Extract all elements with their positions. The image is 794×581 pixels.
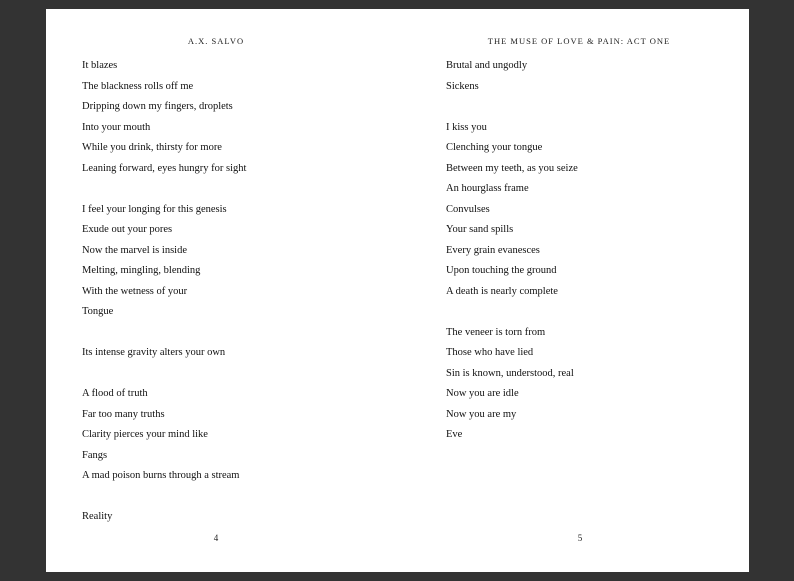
poem-line: A death is nearly complete bbox=[446, 285, 558, 297]
poem-line: Melting, mingling, blending bbox=[82, 265, 201, 276]
poem-line: Every grain evanesces bbox=[446, 244, 540, 256]
poem-line: Dripping down my fingers, droplets bbox=[82, 101, 233, 112]
poem-line: Reality bbox=[82, 511, 113, 522]
poem-line: The veneer is torn from bbox=[446, 326, 546, 338]
page-number-left: 4 bbox=[213, 533, 219, 543]
poem-line: Eve bbox=[446, 429, 463, 440]
poem-line: Tongue bbox=[82, 306, 114, 317]
poem-text-right bbox=[446, 56, 739, 446]
poem-line: Sin is known, understood, real bbox=[446, 367, 574, 379]
poem-line: With the wetness of your bbox=[82, 285, 188, 297]
running-head-title: THE MUSE OF LOVE & PAIN: ACT ONE bbox=[487, 36, 671, 46]
poem-line: Far too many truths bbox=[82, 408, 165, 420]
left-page bbox=[46, 9, 397, 572]
poem-line: I feel your longing for this genesis bbox=[82, 203, 227, 215]
page-number-right: 5 bbox=[577, 533, 583, 543]
poem-text-left bbox=[82, 56, 387, 528]
poem-line: Between my teeth, as you seize bbox=[446, 162, 578, 174]
poem-line: The blackness rolls off me bbox=[82, 80, 194, 92]
poem-line: Now you are idle bbox=[446, 388, 519, 399]
poem-line bbox=[82, 487, 387, 508]
poem-line: While you drink, thirsty for more bbox=[82, 142, 222, 153]
poem-line: It blazes bbox=[82, 60, 118, 71]
poem-line bbox=[82, 323, 387, 344]
poem-line: Clarity pierces your mind like bbox=[82, 429, 208, 440]
poem-line: Its intense gravity alters your own bbox=[82, 347, 226, 358]
poem-line: Now you are my bbox=[446, 408, 517, 420]
poem-line: A flood of truth bbox=[82, 388, 148, 399]
poem-line: Into your mouth bbox=[82, 121, 151, 133]
running-head-author: A.X. SALVO bbox=[187, 36, 245, 46]
poem-line bbox=[82, 179, 387, 200]
poem-line: Now the marvel is inside bbox=[82, 244, 187, 256]
poem-line: An hourglass frame bbox=[446, 183, 529, 194]
poem-line: Those who have lied bbox=[446, 347, 534, 358]
poem-line: Sickens bbox=[446, 80, 479, 92]
poem-line: A mad poison burns through a stream bbox=[82, 470, 240, 481]
poem-line: Upon touching the ground bbox=[446, 265, 557, 276]
poem-line: Fangs bbox=[82, 449, 108, 461]
poem-line: I kiss you bbox=[446, 121, 487, 133]
poem-line: Convulses bbox=[446, 203, 490, 215]
book-spread bbox=[46, 9, 749, 572]
poem-line bbox=[446, 97, 739, 118]
poem-line bbox=[446, 302, 739, 323]
poem-line: Your sand spills bbox=[446, 224, 514, 235]
poem-line: Brutal and ungodly bbox=[446, 60, 528, 71]
poem-line: Clenching your tongue bbox=[446, 142, 543, 153]
right-page bbox=[397, 9, 749, 572]
poem-line bbox=[82, 364, 387, 385]
poem-line: Leaning forward, eyes hungry for sight bbox=[82, 162, 247, 174]
poem-line: Exude out your pores bbox=[82, 224, 173, 235]
